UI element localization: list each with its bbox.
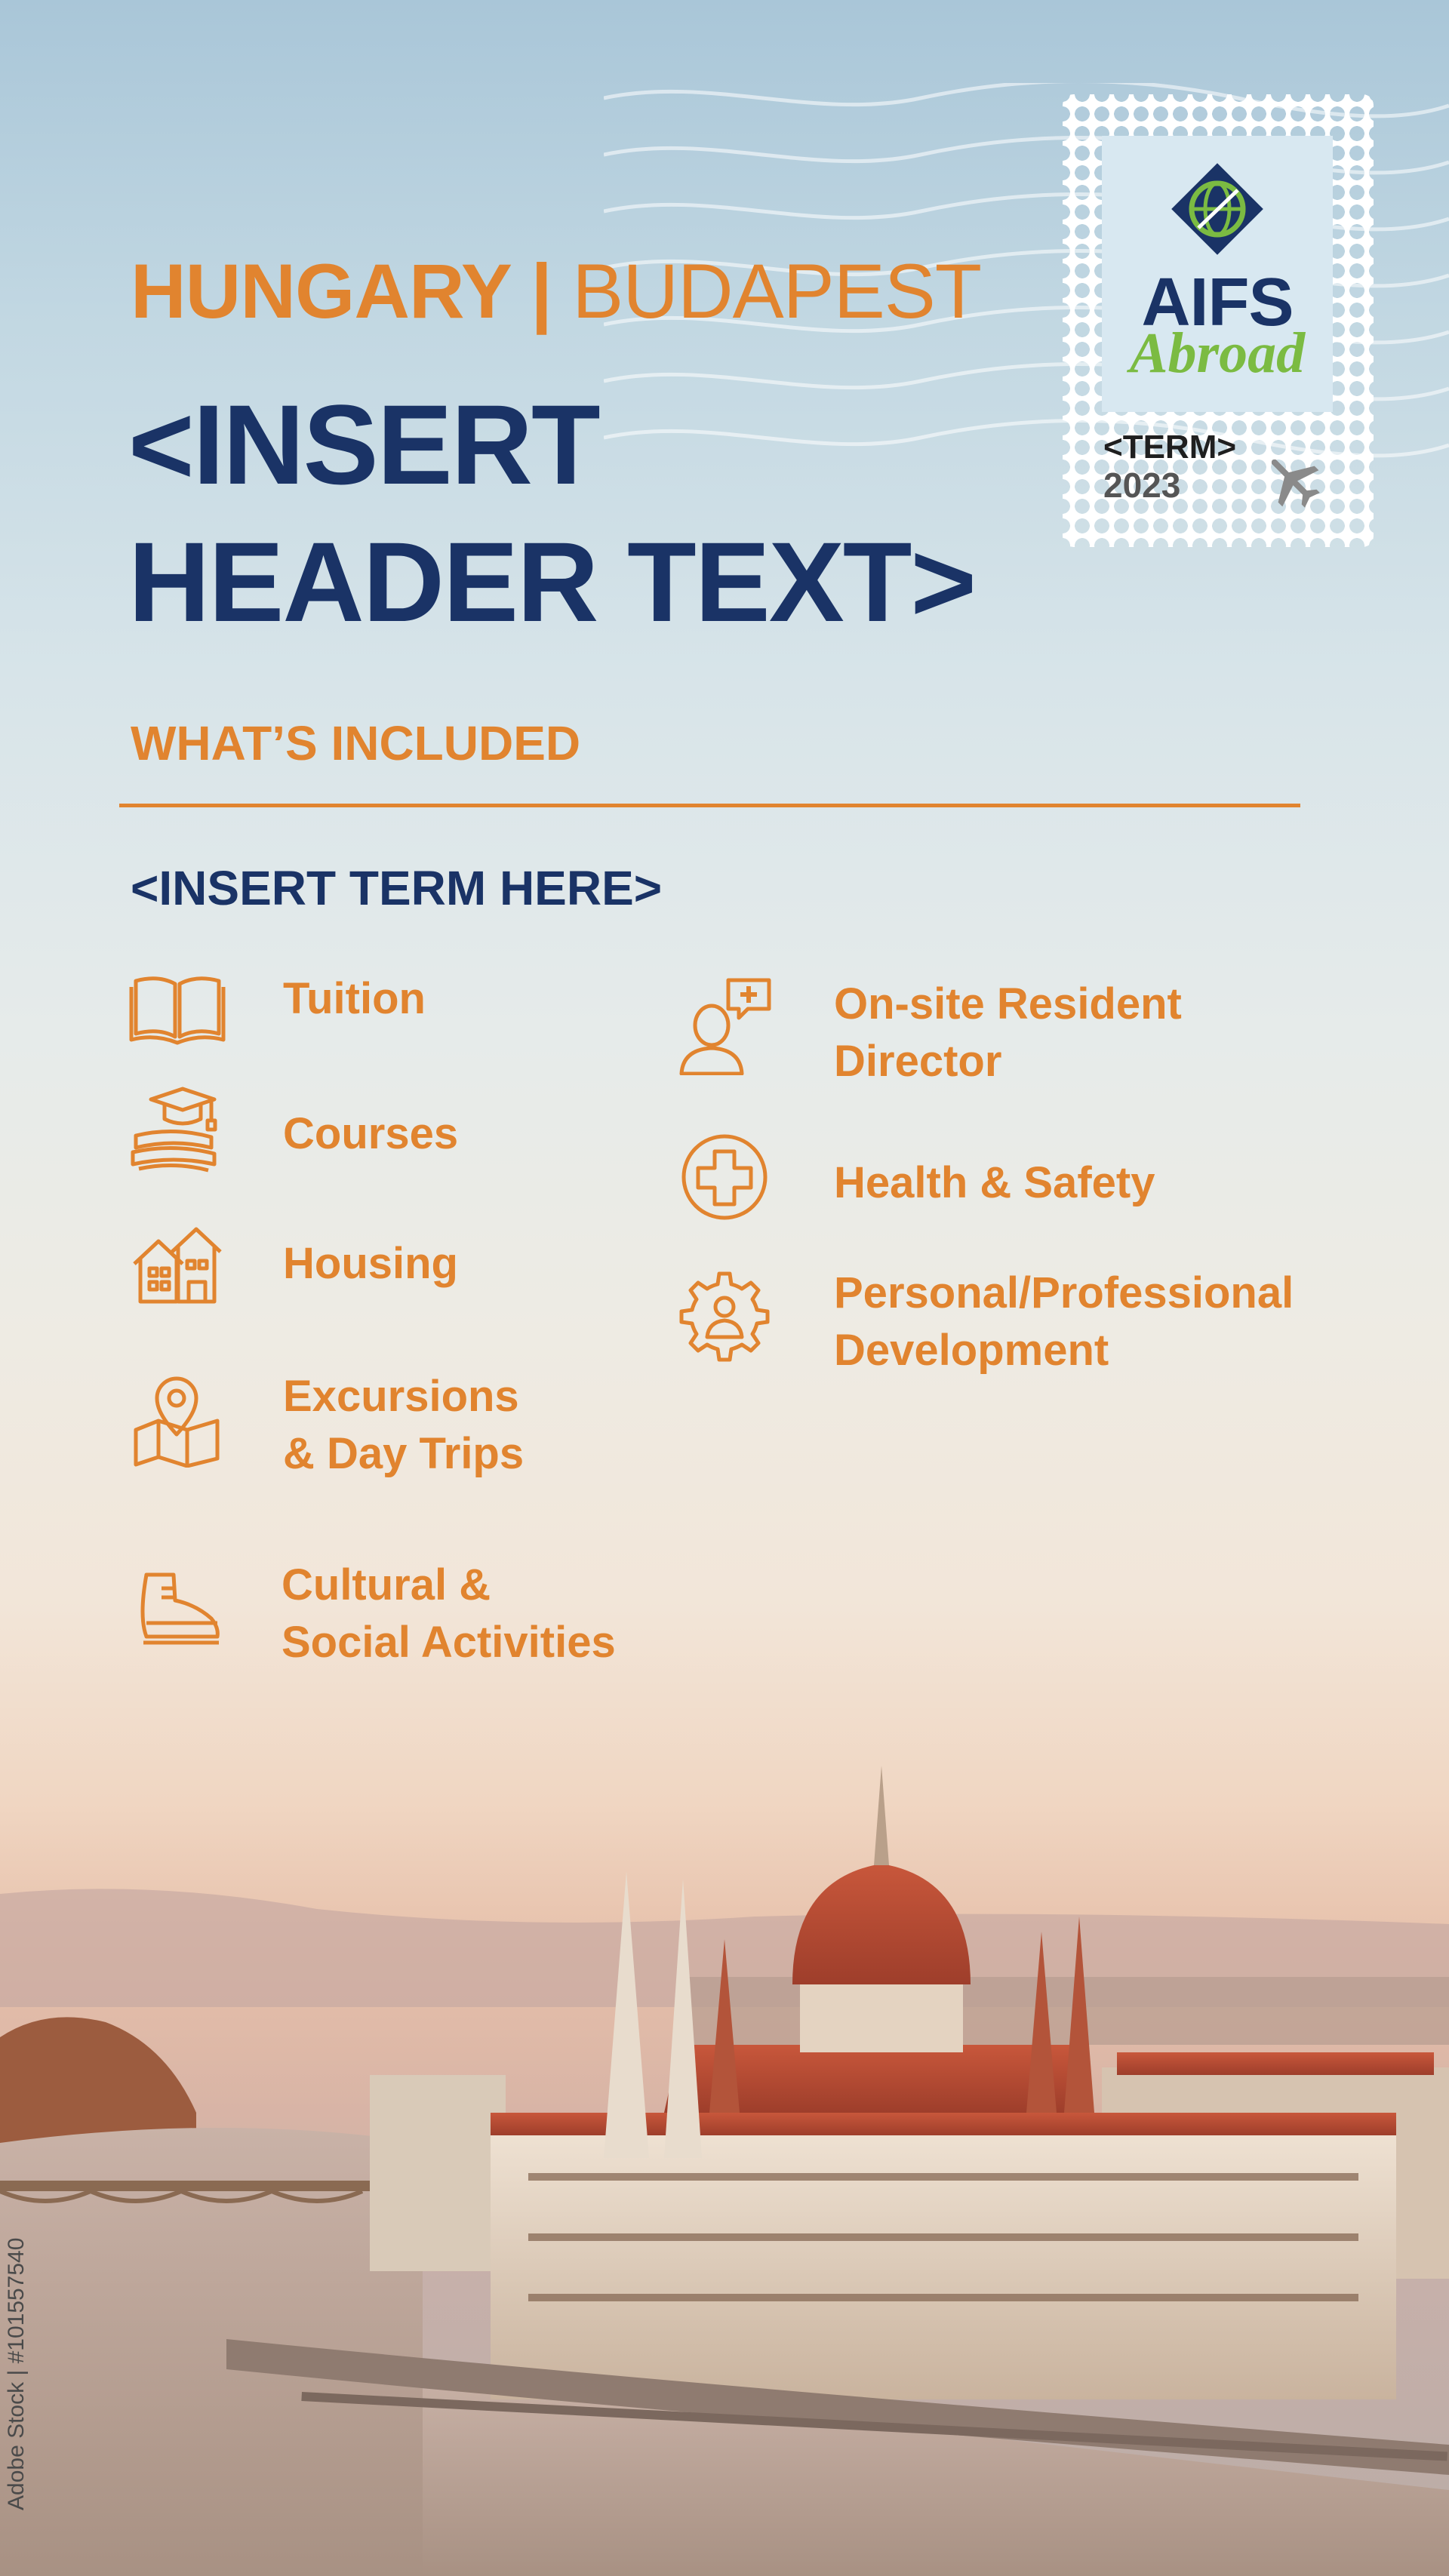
location-title bbox=[131, 247, 981, 336]
item-label-line-1: Cultural & bbox=[281, 1560, 491, 1609]
item-label-line-1: Personal/Professional bbox=[834, 1268, 1294, 1317]
item-label: Housing bbox=[283, 1239, 458, 1288]
boot-icon bbox=[128, 1558, 226, 1656]
graduation-cap-books-icon bbox=[128, 1083, 226, 1181]
medical-cross-icon bbox=[675, 1130, 774, 1228]
item-label-line-2: Development bbox=[834, 1326, 1109, 1375]
country-name: HUNGARY bbox=[131, 248, 511, 334]
globe-logo-icon bbox=[1168, 160, 1266, 258]
gear-person-icon bbox=[675, 1268, 774, 1366]
stock-watermark: Adobe Stock | #101557540 bbox=[4, 2237, 29, 2510]
page-title: <INSERT HEADER TEXT> bbox=[128, 381, 976, 645]
item-label: Tuition bbox=[283, 974, 426, 1023]
location-separator: | bbox=[531, 248, 552, 334]
map-pin-icon bbox=[128, 1369, 226, 1468]
term-placeholder: <INSERT TERM HERE> bbox=[131, 861, 663, 915]
city-name: BUDAPEST bbox=[572, 248, 982, 334]
item-label: Courses bbox=[283, 1109, 459, 1158]
item-label-line-1: Excursions bbox=[283, 1372, 519, 1421]
item-label-line-2: Director bbox=[834, 1037, 1002, 1086]
item-label-line-2: Social Activities bbox=[281, 1618, 616, 1667]
brand-name-abroad: Abroad bbox=[1129, 321, 1306, 385]
stamp-term: <TERM> bbox=[1103, 429, 1237, 466]
item-label-line-1: On-site Resident bbox=[834, 979, 1182, 1028]
budapest-parliament-image bbox=[0, 1690, 1449, 2576]
brand-name-aifs: AIFS bbox=[1141, 265, 1294, 340]
item-label-line-2: & Day Trips bbox=[283, 1429, 525, 1478]
section-title-whats-included: WHAT’S INCLUDED bbox=[131, 716, 581, 770]
houses-icon bbox=[128, 1219, 226, 1317]
stamp-year: 2023 bbox=[1103, 466, 1181, 505]
airplane-icon bbox=[1262, 450, 1322, 510]
open-book-icon bbox=[128, 958, 226, 1056]
director-chat-icon bbox=[675, 977, 774, 1075]
section-divider bbox=[119, 804, 1300, 807]
item-label: Health & Safety bbox=[834, 1158, 1155, 1207]
